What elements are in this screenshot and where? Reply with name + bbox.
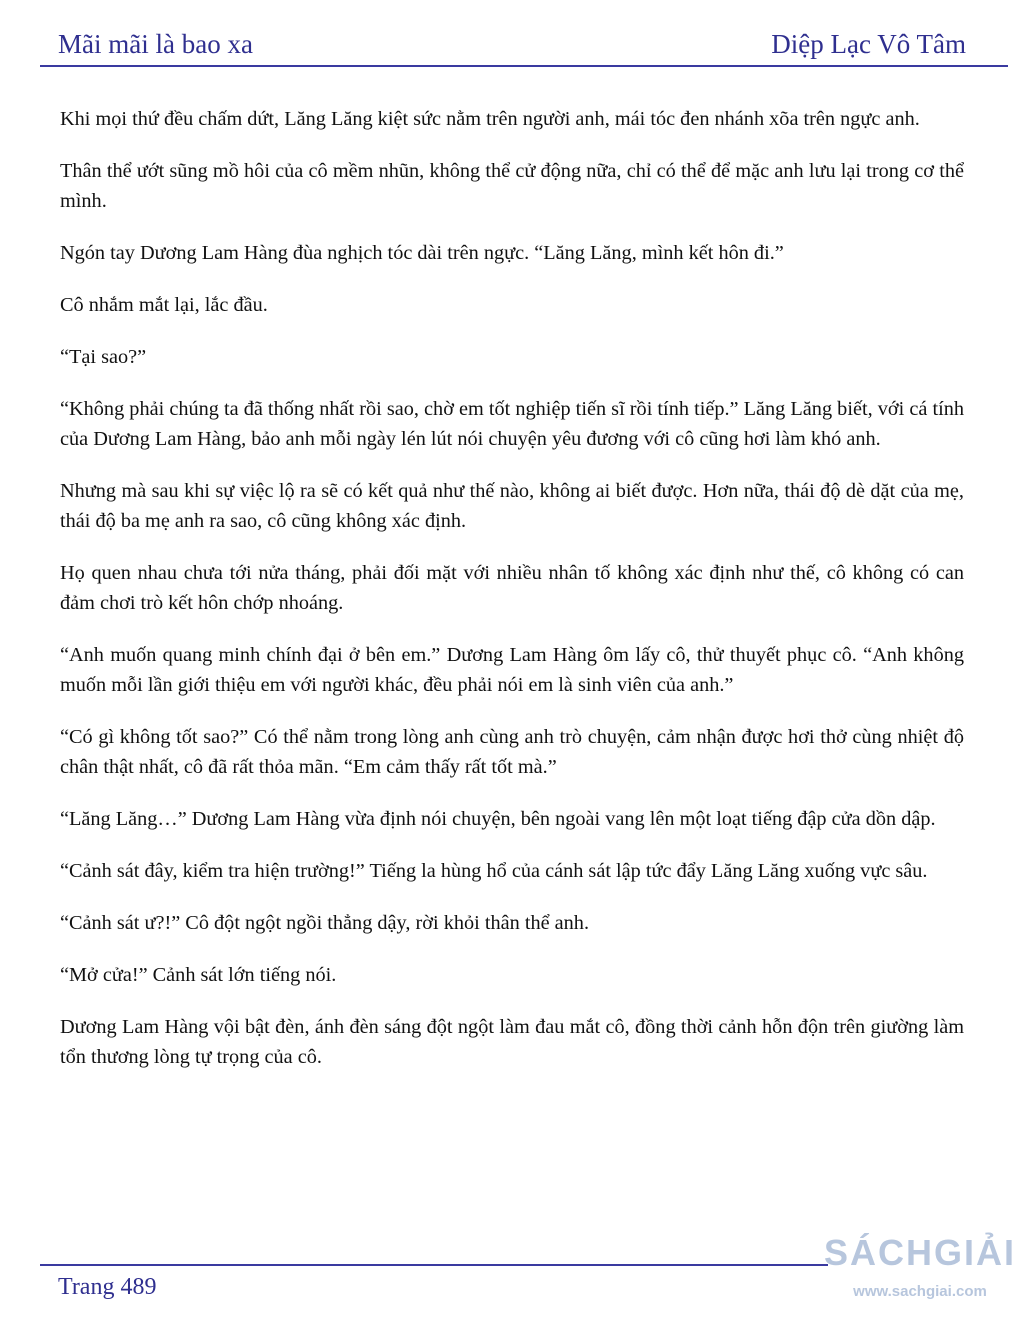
page-header bbox=[58, 24, 966, 64]
paragraph: “Cảnh sát ư?!” Cô đột ngột ngồi thẳng dậy, rời khỏi thân thể anh. bbox=[60, 912, 590, 934]
paragraph: Thân thể ướt sũng mồ hôi của cô mềm nhũn, không thể cử động nữa, chỉ có thể để mặc anh lưu lại trong cơ thể mình. bbox=[60, 160, 964, 212]
watermark-logo bbox=[822, 1232, 1018, 1302]
paragraph: “Mở cửa!” Cảnh sát lớn tiếng nói. bbox=[60, 964, 337, 986]
watermark-url: www.sachgiai.com bbox=[853, 1283, 987, 1300]
paragraph: “Có gì không tốt sao?” Có thể nằm trong lòng anh cùng anh trò chuyện, cảm nhận được hơi thở cùng nhiệt độ chân thật nhất, cô đã rất thỏa mãn. “Em cảm thấy rất tốt mà.” bbox=[60, 726, 964, 778]
paragraph: Nhưng mà sau khi sự việc lộ ra sẽ có kết quả như thế nào, không ai biết được. Hơn nữa, thái độ dè dặt của mẹ, thái độ ba mẹ anh ra sao, cô cũng không xác định. bbox=[60, 480, 964, 532]
paragraph: Dương Lam Hàng vội bật đèn, ánh đèn sáng đột ngột làm đau mắt cô, đồng thời cảnh hỗn độn trên giường làm tổn thương lòng tự trọng của cô. bbox=[60, 1016, 964, 1068]
book-author: Diệp Lạc Vô Tâm bbox=[771, 28, 966, 59]
paragraph: “Lăng Lăng…” Dương Lam Hàng vừa định nói chuyện, bên ngoài vang lên một loạt tiếng đập cửa dồn dập. bbox=[60, 808, 936, 830]
book-title: Mãi mãi là bao xa bbox=[58, 28, 253, 59]
paragraph: Cô nhắm mắt lại, lắc đầu. bbox=[60, 294, 268, 316]
page-number: Trang 489 bbox=[58, 1274, 157, 1300]
footer-divider bbox=[40, 1264, 828, 1266]
watermark-logo-text: SÁCHGIẢI bbox=[823, 1232, 1016, 1273]
paragraph: Khi mọi thứ đều chấm dứt, Lăng Lăng kiệt sức nằm trên người anh, mái tóc đen nhánh xõa trên ngực anh. bbox=[60, 108, 920, 130]
page-content bbox=[60, 104, 964, 1094]
paragraph: “Tại sao?” bbox=[60, 346, 147, 368]
paragraph: Họ quen nhau chưa tới nửa tháng, phải đối mặt với nhiều nhân tố không xác định như thế, cô không có can đảm chơi trò kết hôn chớp nhoáng. bbox=[60, 562, 964, 614]
paragraph: “Anh muốn quang minh chính đại ở bên em.” Dương Lam Hàng ôm lấy cô, thử thuyết phục cô. “Anh không muốn mỗi lần giới thiệu em với người khác, đều phải nói em là sinh viên của anh.” bbox=[60, 644, 964, 696]
paragraph: Ngón tay Dương Lam Hàng đùa nghịch tóc dài trên ngực. “Lăng Lăng, mình kết hôn đi.” bbox=[60, 242, 784, 264]
paragraph: “Không phải chúng ta đã thống nhất rồi sao, chờ em tốt nghiệp tiến sĩ rồi tính tiếp.” Lăng Lăng biết, với cá tính của Dương Lam Hàng, bảo anh mỗi ngày lén lút nói chuyện yêu đương với cô cũng hơi làm khó anh. bbox=[60, 398, 964, 450]
header-divider bbox=[40, 65, 1008, 67]
paragraph: “Cảnh sát đây, kiểm tra hiện trường!” Tiếng la hùng hổ của cánh sát lập tức đẩy Lăng Lăng xuống vực sâu. bbox=[60, 860, 928, 882]
